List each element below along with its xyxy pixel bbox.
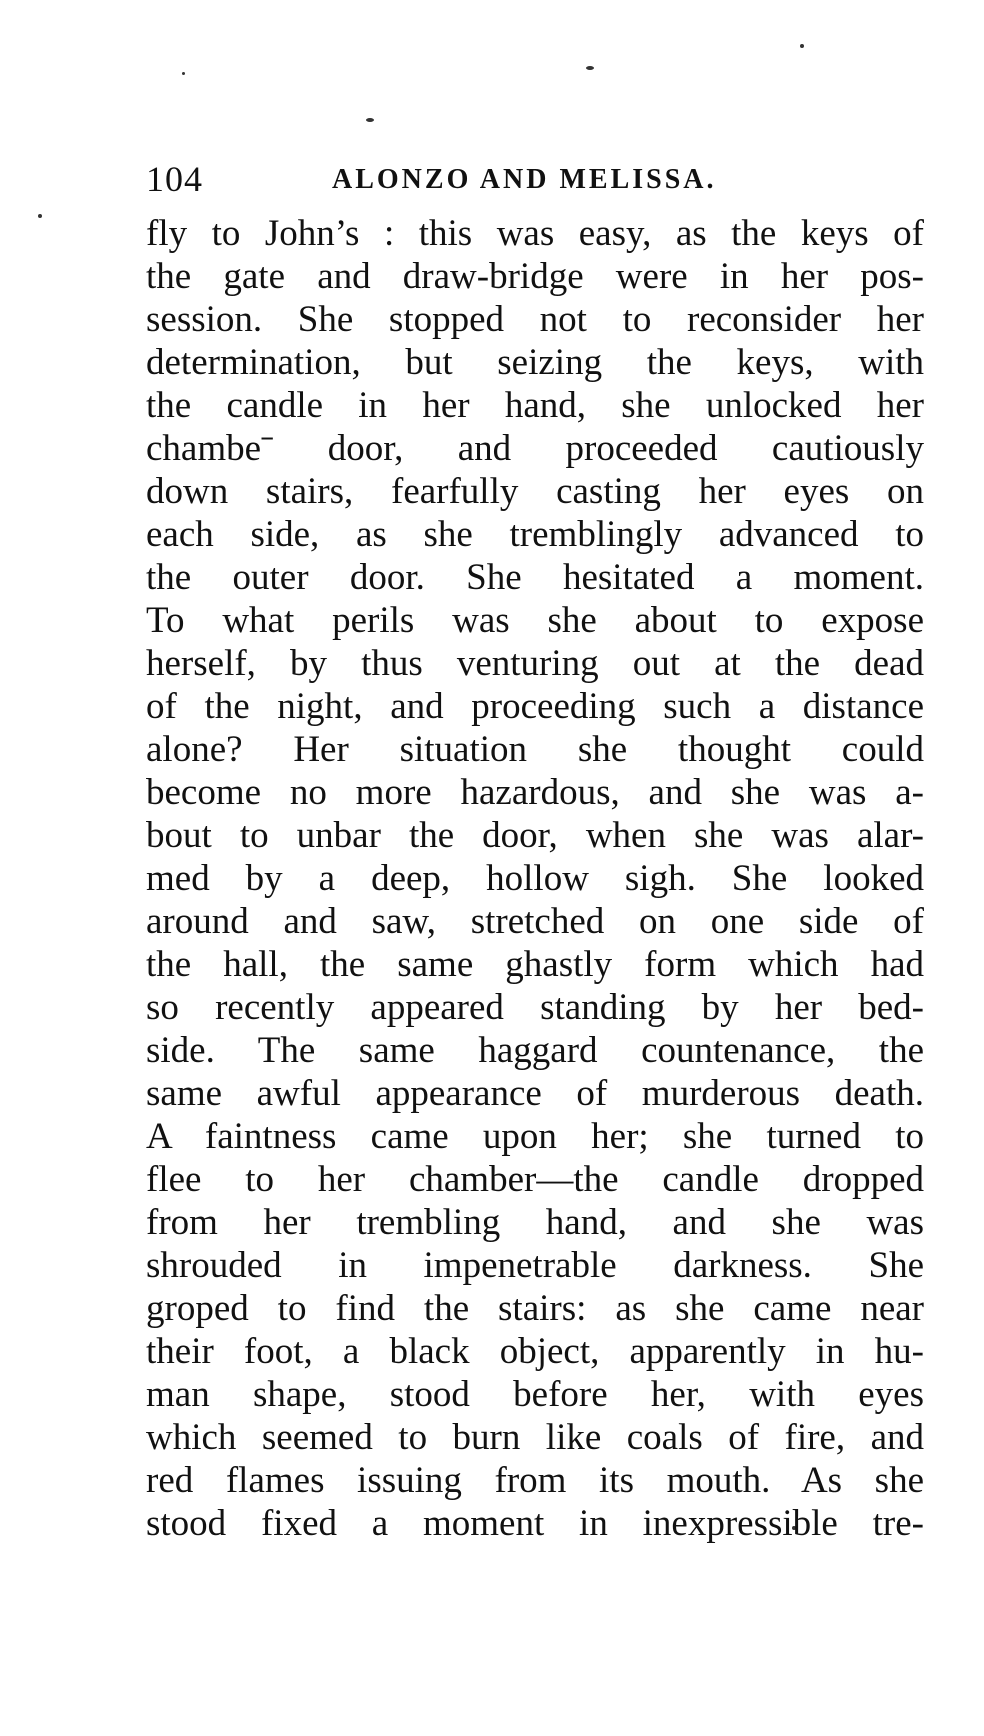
text-line: bout to unbar the door, when she was alar- <box>146 815 924 856</box>
text-line: around and saw, stretched on one side of <box>146 901 924 942</box>
text-line: groped to find the stairs: as she came near <box>146 1288 924 1329</box>
text-line: alone? Her situation she thought could <box>146 729 924 770</box>
text-line: from her trembling hand, and she was <box>146 1202 924 1243</box>
text-line: session. She stopped not to reconsider her <box>146 299 924 340</box>
page-header <box>146 158 856 202</box>
text-line: the hall, the same ghastly form which had <box>146 944 924 985</box>
text-line: each side, as she tremblingly advanced to <box>146 514 924 555</box>
running-title: ALONZO AND MELISSA. <box>332 164 717 195</box>
text-line: determination, but seizing the keys, with <box>146 342 924 383</box>
scan-speck <box>38 214 42 218</box>
text-line: same awful appearance of murderous death. <box>146 1073 924 1114</box>
text-line: shrouded in impenetrable darkness. She <box>146 1245 924 1286</box>
page-number: 104 <box>146 159 203 199</box>
text-line: med by a deep, hollow sigh. She looked <box>146 858 924 899</box>
scan-speck <box>586 66 594 70</box>
text-line: become no more hazardous, and she was a- <box>146 772 924 813</box>
text-line: the gate and draw-bridge were in her pos- <box>146 256 924 297</box>
text-line: the candle in her hand, she unlocked her <box>146 385 924 426</box>
body-text <box>146 212 924 1545</box>
text-line: the outer door. She hesitated a moment. <box>146 557 924 598</box>
text-line: of the night, and proceeding such a distance <box>146 686 924 727</box>
text-line: herself, by thus venturing out at the dead <box>146 643 924 684</box>
scan-speck <box>366 118 374 122</box>
text-line: A faintness came upon her; she turned to <box>146 1116 924 1157</box>
text-line: red flames issuing from its mouth. As she <box>146 1460 924 1501</box>
text-line: stood fixed a moment in inexpressible tre- <box>146 1503 924 1544</box>
text-line: chambeˉ door, and proceeded cautiously <box>146 428 924 469</box>
scan-speck <box>800 44 804 48</box>
text-line: man shape, stood before her, with eyes <box>146 1374 924 1415</box>
text-line: which seemed to burn like coals of fire, and <box>146 1417 924 1458</box>
text-line: side. The same haggard countenance, the <box>146 1030 924 1071</box>
text-line: flee to her chamber—the candle dropped <box>146 1159 924 1200</box>
text-line: so recently appeared standing by her bed- <box>146 987 924 1028</box>
text-line: down stairs, fearfully casting her eyes on <box>146 471 924 512</box>
text-line: fly to John’s : this was easy, as the keys of <box>146 213 924 254</box>
scan-speck <box>182 72 185 75</box>
text-line: To what perils was she about to expose <box>146 600 924 641</box>
text-line: their foot, a black object, apparently in hu- <box>146 1331 924 1372</box>
